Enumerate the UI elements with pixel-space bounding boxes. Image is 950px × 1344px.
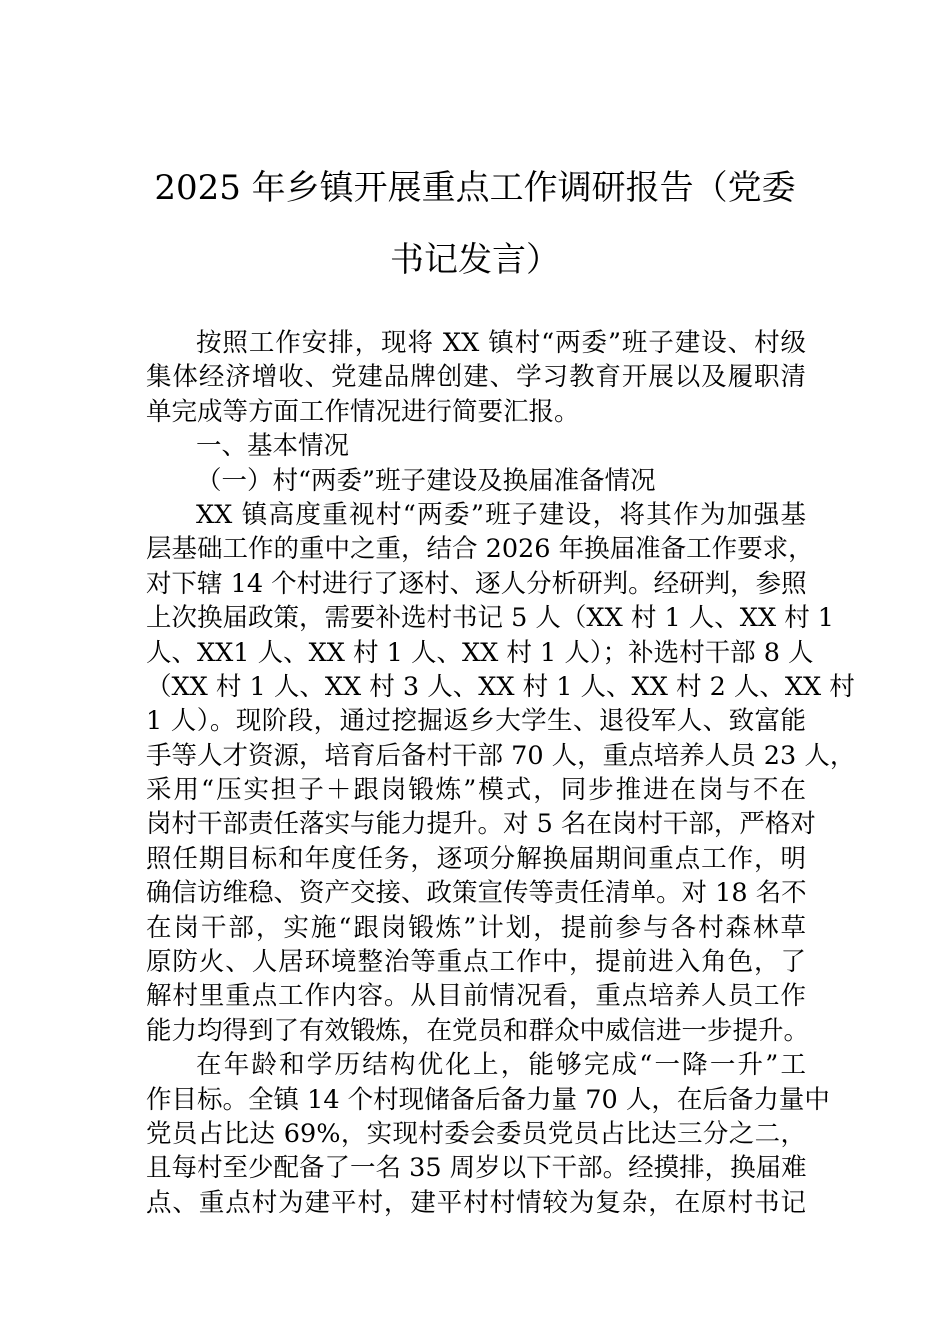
subsection-heading: （一）村“两委”班子建设及换届准备情况 (196, 465, 656, 496)
paragraph-line: 能力均得到了有效锻炼，在党员和群众中威信进一步提升。 (146, 1015, 810, 1046)
paragraph-line: 在岗干部，实施“跟岗锻炼”计划，提前参与各村森林草 (146, 912, 806, 943)
paragraph-line: 岗村干部责任落实与能力提升。对 5 名在岗村干部，严格对 (146, 809, 816, 840)
document-title-line-2: 书记发言） (390, 240, 560, 280)
paragraph-line: 点、重点村为建平村，建平村村情较为复杂，在原村书记 (146, 1187, 806, 1218)
paragraph-line: 采用“压实担子＋跟岗锻炼”模式，同步推进在岗与不在 (146, 775, 806, 806)
paragraph-line: 手等人才资源，培育后备村干部 70 人，重点培养人员 23 人， (146, 740, 856, 771)
paragraph-line: 1 人）。现阶段，通过挖掘返乡大学生、退役军人、致富能 (146, 706, 806, 737)
document-body (146, 326, 856, 1220)
paragraph-line: 人、XX1 人、XX 村 1 人、XX 村 1 人）；补选村干部 8 人 (146, 637, 814, 668)
section-heading: 一、基本情况 (196, 431, 350, 462)
paragraph-line: （XX 村 1 人、XX 村 3 人、XX 村 1 人、XX 村 2 人、XX 村 (146, 671, 855, 702)
paragraph-line: 集体经济增收、党建品牌创建、学习教育开展以及履职清 (146, 362, 806, 393)
paragraph-line: 上次换届政策，需要补选村书记 5 人（XX 村 1 人、XX 村 1 (146, 603, 835, 634)
paragraph-line: 且每村至少配备了一名 35 周岁以下干部。经摸排，换届难 (146, 1153, 807, 1184)
paragraph-line: 原防火、人居环境整治等重点工作中，提前进入角色，了 (146, 947, 806, 978)
paragraph-line: 照任期目标和年度任务，逐项分解换届期间重点工作，明 (146, 843, 806, 874)
paragraph-line: 对下辖 14 个村进行了逐村、逐人分析研判。经研判，参照 (146, 568, 807, 599)
paragraph-line: 作目标。全镇 14 个村现储备后备力量 70 人，在后备力量中 (146, 1084, 830, 1115)
paragraph-line: 单完成等方面工作情况进行简要汇报。 (146, 396, 580, 427)
paragraph-line: 在年龄和学历结构优化上，能够完成“一降一升”工 (196, 1050, 806, 1081)
paragraph-line: 层基础工作的重中之重，结合 2026 年换届准备工作要求， (146, 534, 814, 565)
paragraph-line: 党员占比达 69%，实现村委会委员党员占比达三分之二， (146, 1118, 806, 1149)
paragraph-line: XX 镇高度重视村“两委”班子建设，将其作为加强基 (196, 499, 806, 530)
paragraph-line: 确信访维稳、资产交接、政策宣传等责任清单。对 18 名不 (146, 878, 807, 909)
paragraph-line: 按照工作安排，现将 XX 镇村“两委”班子建设、村级 (196, 328, 806, 358)
paragraph-line: 解村里重点工作内容。从目前情况看，重点培养人员工作 (146, 981, 806, 1012)
document-title-line-1: 2025 年乡镇开展重点工作调研报告（党委 (154, 168, 796, 208)
